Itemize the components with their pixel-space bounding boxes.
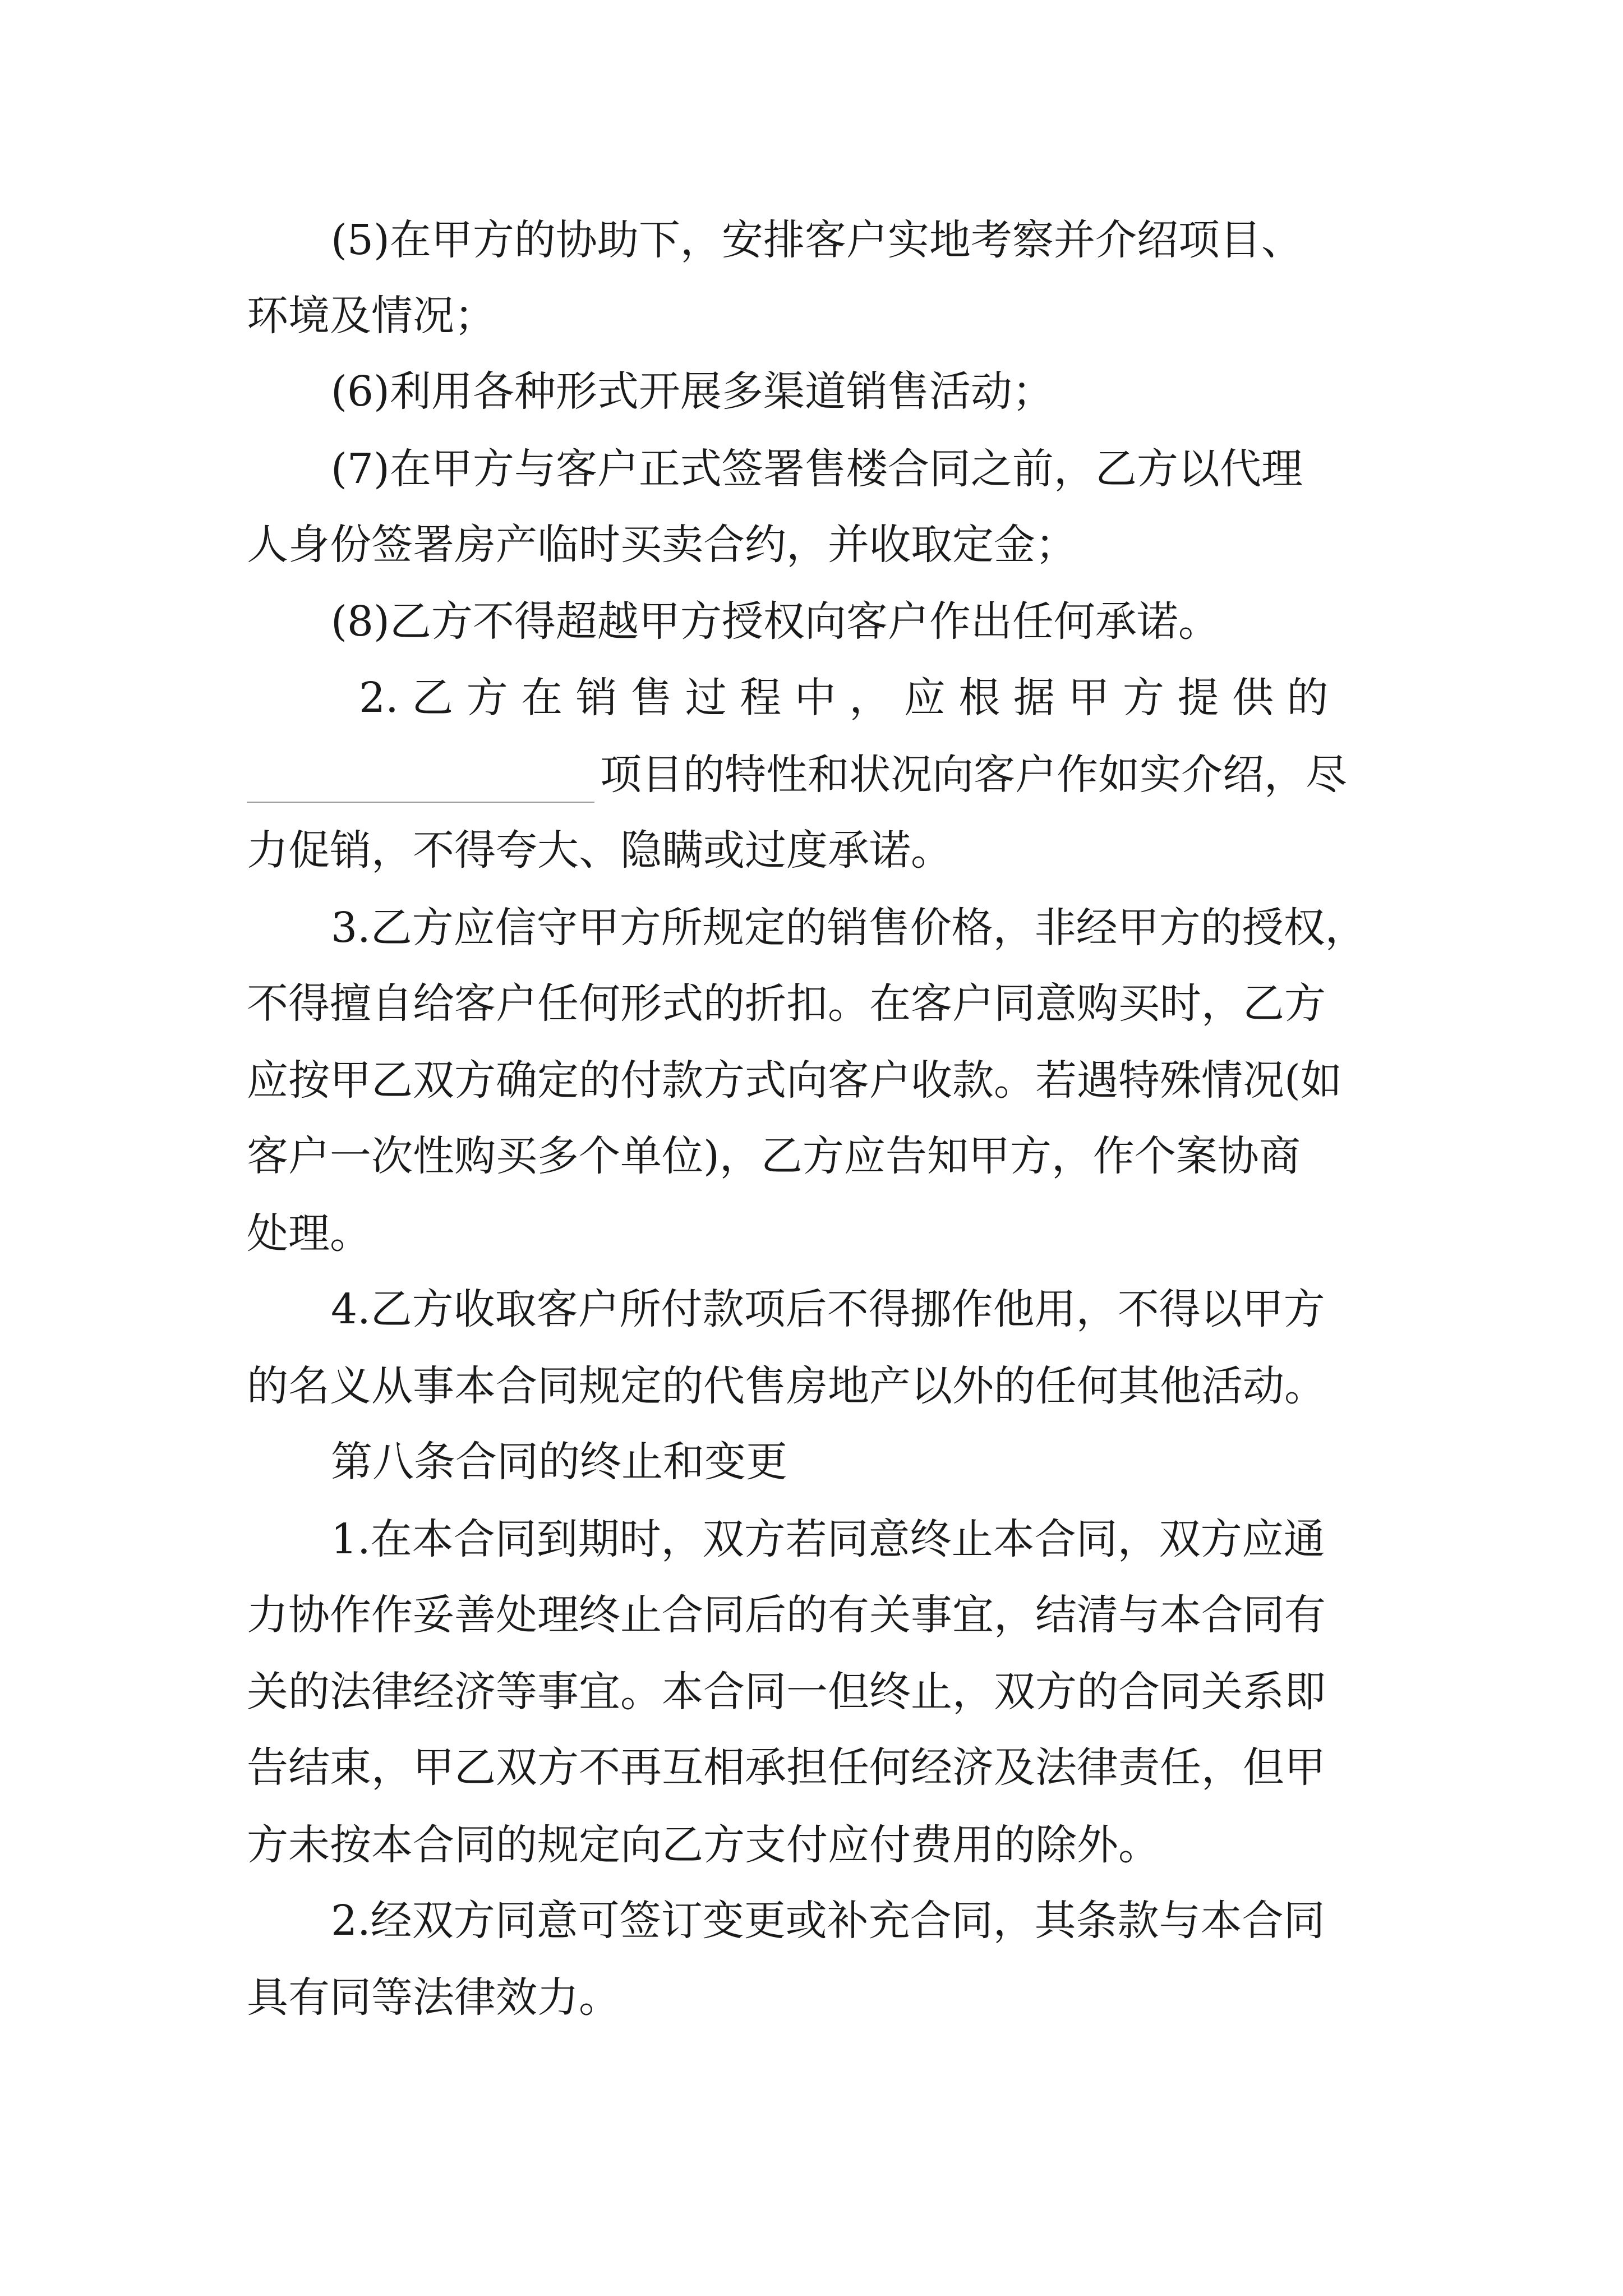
text-line: (7)在甲方与客户正式签署售楼合同之前，乙方以代理: [331, 445, 1303, 493]
section-heading: 第八条合同的终止和变更: [331, 1438, 787, 1486]
text-line: 力促销，不得夸大、隐瞒或过度承诺。: [247, 826, 952, 875]
text-line: (6)利用各种形式开展多渠道销售活动；: [331, 367, 1054, 416]
text-line: 不得擅自给客户任何形式的折扣。在客户同意购买时，乙方: [247, 979, 1326, 1028]
text-line: 应按甲乙双方确定的付款方式向客户收款。若遇特殊情况(如: [247, 1056, 1342, 1105]
text-line: 告结束，甲乙双方不再互相承担任何经济及法律责任，但甲: [247, 1743, 1326, 1792]
text-line: 3.乙方应信守甲方所规定的销售价格，非经甲方的授权，: [331, 904, 1367, 952]
text-line: 环境及情况；: [247, 292, 496, 340]
text-segment: 项目的特性和状况向客户作如实介绍，尽: [600, 751, 1347, 799]
text-line: 2.经双方同意可签订变更或补充合同，其条款与本合同: [331, 1897, 1325, 1945]
text-line: (5)在甲方的协助下，安排客户实地考察并介绍项目、: [331, 216, 1303, 264]
text-line: 方未按本合同的规定向乙方支付应付费用的除外。: [247, 1821, 1160, 1869]
fill-in-blank: [247, 762, 594, 803]
text-line: 处理。: [247, 1209, 371, 1258]
text-line-with-blank: [247, 747, 1347, 803]
text-line: 4.乙方收取客户所付款项后不得挪作他用，不得以甲方: [331, 1285, 1325, 1333]
text-line: 的名义从事本合同规定的代售房地产以外的任何其他活动。: [247, 1362, 1326, 1410]
text-line: 客户一次性购买多个单位)，乙方应告知甲方，作个案协商: [247, 1132, 1301, 1180]
text-line: 关的法律经济等事宜。本合同一但终止，双方的合同关系即: [247, 1668, 1326, 1716]
text-line: 1.在本合同到期时，双方若同意终止本合同，双方应通: [331, 1515, 1325, 1563]
text-line: 2. 乙 方 在 销 售 过 程 中 ， 应 根 据 甲 方 提 供 的: [359, 674, 1329, 722]
text-line: 具有同等法律效力。: [247, 1973, 620, 2022]
text-line: 人身份签署房产临时买卖合约，并收取定金；: [247, 521, 1077, 569]
text-line: (8)乙方不得超越甲方授权向客户作出任何承诺。: [331, 597, 1220, 646]
text-line: 力协作作妥善处理终止合同后的有关事宜，结清与本合同有: [247, 1591, 1326, 1639]
